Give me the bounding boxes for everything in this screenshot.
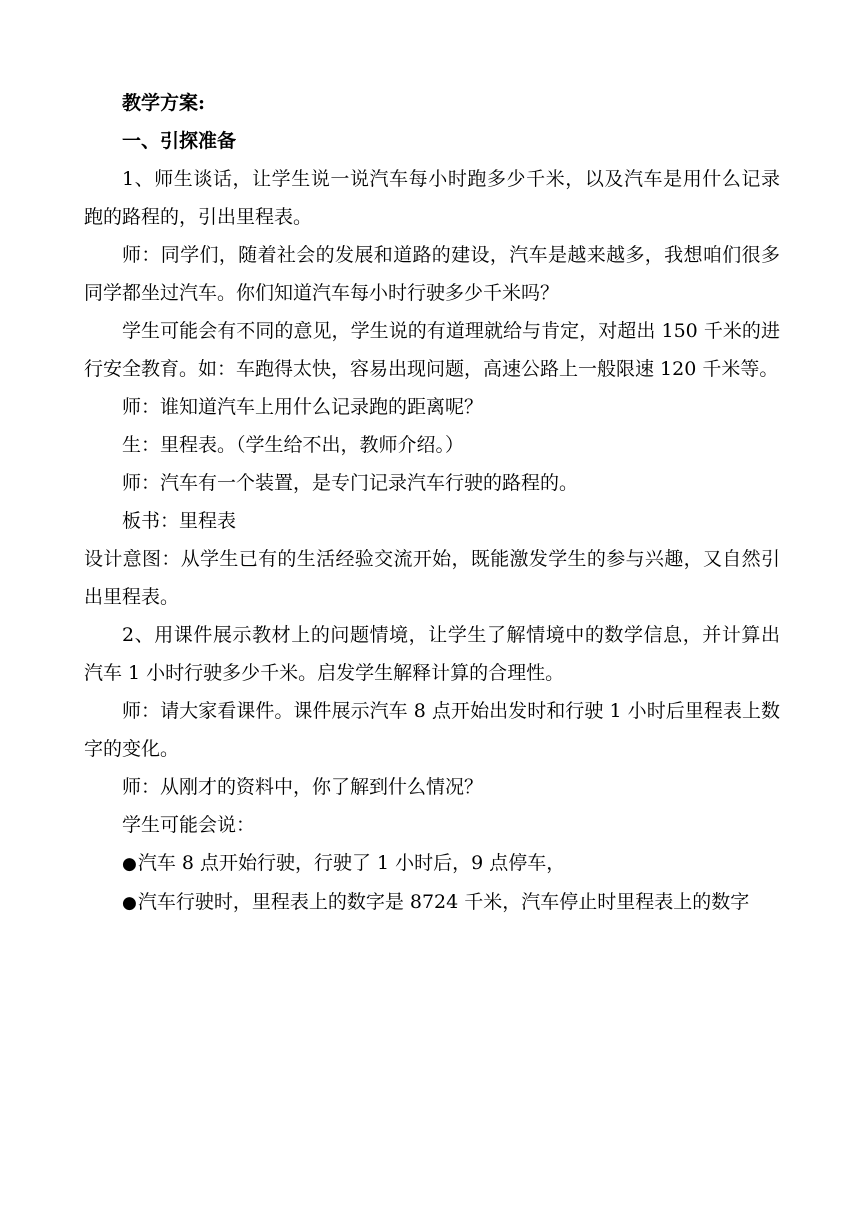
paragraph-teacher-courseware: 师：请大家看课件。课件展示汽车 8 点开始出发时和行驶 1 小时后里程表上数字的变化。 xyxy=(84,700,780,760)
bullet-item-start-time xyxy=(84,844,780,883)
section-heading-preparation: 一、引探准备 xyxy=(122,130,237,152)
paragraph-step-1: 1、师生谈话，让学生说一说汽车每小时跑多少千米，以及汽车是用什么记录跑的路程的，引出里程表。 xyxy=(84,168,780,228)
paragraph-design-intent: 设计意图：从学生已有的生活经验交流开始，既能激发学生的参与兴趣，又自然引出里程表。 xyxy=(84,548,780,608)
bullet-item-text: 汽车行驶时，里程表上的数字是 8724 千米，汽车停止时里程表上的数字 xyxy=(137,891,750,913)
paragraph-student-answer: 生：里程表。（学生给不出，教师介绍。） xyxy=(122,434,465,456)
bullet-icon: ● xyxy=(122,893,137,913)
paragraph-teacher-question-record: 师：谁知道汽车上用什么记录跑的距离呢？ xyxy=(122,396,484,418)
bullet-item-text: 汽车 8 点开始行驶，行驶了 1 小时后，9 点停车， xyxy=(137,852,566,874)
paragraph-teacher-device: 师：汽车有一个装置，是专门记录汽车行驶的路程的。 xyxy=(122,472,579,494)
paragraph-board-writing: 板书：里程表 xyxy=(122,510,237,532)
paragraph-teacher-question-speed: 师：同学们，随着社会的发展和道路的建设，汽车是越来越多，我想咱们很多同学都坐过汽车。你们知道汽车每小时行驶多少千米吗？ xyxy=(84,244,780,304)
paragraph-step-2: 2、用课件展示教材上的问题情境，让学生了解情境中的数学信息，并计算出汽车 1 小时行驶多少千米。启发学生解释计算的合理性。 xyxy=(84,624,780,684)
teaching-plan-heading: 教学方案: xyxy=(122,92,206,114)
paragraph-students-may-say: 学生可能会说： xyxy=(122,814,256,836)
document-body xyxy=(84,84,780,922)
paragraph-student-opinions: 学生可能会有不同的意见，学生说的有道理就给与肯定，对超出 150 千米的进行安全教育。如：车跑得太快，容易出现问题，高速公路上一般限速 120 千米等。 xyxy=(84,320,780,380)
paragraph-teacher-question-info: 师：从刚才的资料中，你了解到什么情况？ xyxy=(122,776,484,798)
bullet-item-odometer xyxy=(84,883,780,922)
bullet-icon: ● xyxy=(122,854,137,874)
